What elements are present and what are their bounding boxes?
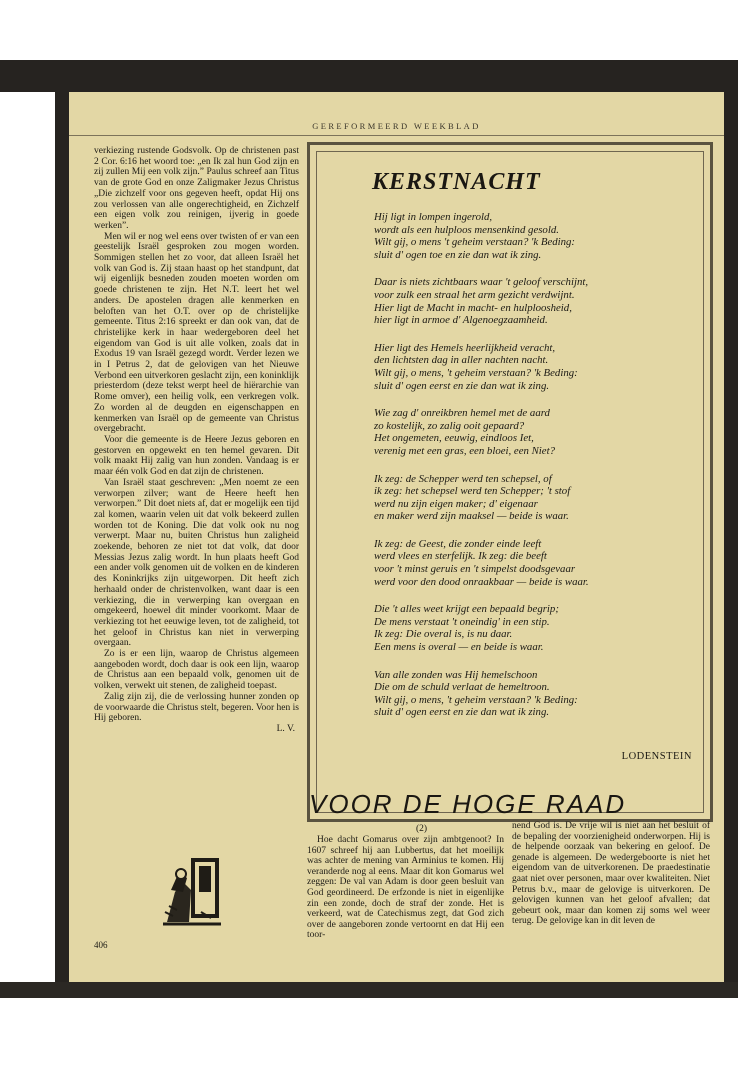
poem-stanza [374,342,694,392]
poem-stanza [374,538,694,588]
poem-line: Hij ligt in lompen ingerold, [374,211,493,223]
poem-line: Wilt gij, o mens 't geheim verstaan? 'k Beding: [374,236,576,249]
left-column [94,146,299,735]
poem-line: verenig met een gras, een bloei, een Niet? [374,444,555,457]
poem-line: Daar is niets zichtbaars waar 't geloof verschijnt, [374,276,589,289]
poem-frame [307,142,713,822]
scan-border-left [55,60,69,982]
poem-line: Ik zeg: de Geest, die zonder einde leeft [374,537,542,550]
poem-line: voor zulk een straal het arm gezicht verdwijnt. [374,288,575,301]
header-rule [69,135,724,136]
poem-line: werd nu zijn eigen maker; d' eigenaar [374,497,538,510]
poem-line: Een mens is overal — en beide is waar. [374,641,544,654]
article-paragraph: nend God is. De vrije wil is niet aan het besluit of de bepaling der voorzienigheid onderworpen. Hij is de helpende oorzaak van bekering en geloof. De genade is algemeen. De wedergeboorte is niet het eigendom van de uitverkorenen. De praedestinatie gaat niet over personen, maar over kwaliteiten. Niet Petrus b.v., maar de gelovige is uitverkoren. De gelovigen kunnen van het geloof afvallen; dat gebeurt ook, maar dan komen zij soms wel weer terug. De gelovige kan in dit leven de [512,821,710,927]
poem-line: ik zeg: het schepsel werd ten Schepper; 't stof [374,485,571,498]
newspaper-page [69,92,724,982]
article-title: VOOR DE HOGE RAAD [309,789,627,819]
poem-line: voor 't minst geruis en 't simpelst doodsgevaar [374,563,576,576]
poem-line: Wilt gij, o mens, 't geheim verstaan? 'k Beding: [374,366,578,379]
poem-author: LODENSTEIN [621,751,692,762]
left-paragraph: verkiezing rustende Godsvolk. Op de christenen past 2 Cor. 6:16 het woord toe: „en Ik zal hun God zijn en zij zullen Mij een volk zijn.” Paulus schreef aan Titus van de grote God en onze Zaligmaker Jezus Christus „Die zichzelf voor ons gegeven heeft, opdat Hij ons zou verlossen van alle ongerechtigheid, en Zichzelf een eigen volk zou reinigen, ijverig in goede werken”. [94,146,299,231]
scan-border-bottom [0,982,738,998]
article-column-1 [307,835,504,941]
left-paragraph: Van Israël staat geschreven: „Men noemt ze een verworpen zilver; want de Heere heeft hen verworpen.” Dit doet niets af, dat er mogelijk een tijd zal komen, waarin velen uit dat volk bekeerd zullen worden tot de Koning. Die dat volk ook nu nog verwerpt. Maar nu, buiten Christus hun zaligheid zoekende, behoren ze niet tot dat volk, dat door Messias Jezus zalig wordt. In hun plaats heeft God een ander volk genomen uit de volken en de kinderen des Koninkrijks zijn uitgeworpen. Dit heeft zich herhaald onder de christenvolken, want daar is een verkiezing, die in verwerping kan overgaan en omgekeerd, hoewel dit minder voorkomt. Maar de verkiezing tot het eeuwige leven, tot de zaligheid, tot het geloof in Christus kan niet in verwerping overgaan. [94,477,299,649]
left-signature: L. V. [276,723,295,734]
article-column-2 [512,821,710,927]
poem-stanza [374,211,694,261]
poem-line: sluit d' ogen toe en zie dan wat ik zing. [374,248,542,261]
poem-stanza [374,473,694,523]
left-paragraph: Men wil er nog wel eens over twisten of er van een geestelijk Israël gesproken zou mogen worden. Sommigen stellen het zo voor, dat alleen Israël het volk van God is. Zij staan haast op het standpunt, dat wij eigenlijk besneden zouden moeten worden om goede christenen te zijn. Het N.T. leert het wel anders. De apostelen dragen alle kenmerken en beloften van het O.T. over op de christelijke gemeente. Titus 2:16 spreekt er dan ook van, dat de christelijke kerk in haar wedergeboren deel het eigendom van God is uit alle volken, zoals dat in Exodus 19 van Israël gezegd wordt. Verder lezen we in I Petrus 2, dat de gelovigen van het Nieuwe Verbond een uitverkoren geslacht zijn, een koninklijk priesterdom (deze tekst werpt heel de hiërarchie van Rome omver), een heilig volk, een verkregen volk. Zo worden al de deugden en eigenschappen en kenmerken van Israël op de gemeente van Christus overgebracht. [94,231,299,435]
article-paragraph: Hoe dacht Gomarus over zijn ambtgenoot? In 1607 schreef hij aan Lubbertus, dat het moeilijk was achter de mening van Arminius te komen. Hij veranderde nog al eens. Maar dit kon Gomarus wel zeggen: De val van Adam is door geen besluit van God geordineerd. De erfzonde is niet in eigenlijke zin een zonde, doch de straf der zonde. Het is verkeerd, wat de Catechismus zegt, dat God zich over de aangeboren zonde vertoornt en dat Hij een toor- [307,835,504,941]
scan-border-right [724,60,738,982]
left-paragraph: Zo is er een lijn, waarop de Christus algemeen aangeboden wordt, doch daar is ook een lijn, waarop de Christus aan een bepaald volk, genomen uit de volken, verwekt uit stenen, de zaligheid toepast. [94,649,299,692]
scan-border-top [0,60,738,92]
poem-line: Die 't alles weet krijgt een bepaald begrip; [374,603,559,616]
poem-line: sluit d' ogen eerst en zie dan wat ik zing. [374,706,550,719]
poem-title: KERSTNACHT [372,169,541,195]
poem-line: Ik zeg: Die overal is, is nu daar. [374,628,513,641]
poem-line: Ik zeg: de Schepper werd ten schepsel, of [374,472,552,485]
poem-line: Hier ligt de Macht in macht- en hulploosheid, [374,301,572,314]
poem-stanza [374,276,694,326]
poem-stanza [374,603,694,653]
poem-line: zo kostelijk, zo zalig ooit gepaard? [374,419,525,432]
poem-line: Wie zag d' onreikbren hemel met de aard [374,407,550,420]
poem-line: hier ligt in armoe d' Algenoegzaamheid. [374,314,548,327]
poem-line: wordt als een hulploos mensenkind gesold. [374,223,559,236]
poem-line: Van alle zonden was Hij hemelschoon [374,668,538,681]
poem-line: den lichtsten dag in aller nachten nacht. [374,354,549,367]
poem-line: werd voor den dood onraakbaar — beide is waar. [374,575,589,588]
poem-line: sluit d' ogen eerst en zie dan wat ik zing. [374,379,550,392]
page-header: GEREFORMEERD WEEKBLAD [312,121,481,131]
article-number: (2) [416,824,428,834]
poem-line: Die om de schuld verlaat de hemeltroon. [374,681,550,694]
poem-line: Hier ligt des Hemels heerlijkheid veracht, [374,341,556,354]
poem-stanza [374,669,694,719]
page-number: 406 [94,940,108,950]
poem-body [374,211,694,734]
left-paragraph: Zalig zijn zij, die de verlossing hunner zonden op de voorwaarde die Christus stelt, begeren. Voor hen is Hij geboren. [94,691,299,724]
poem-line: Het ongemeten, eeuwig, eindloos Iet, [374,432,534,445]
poem-line: Wilt gij, o mens, 't geheim verstaan? 'k Beding: [374,693,578,706]
poem-line: werd vlees en sterfelijk. Ik zeg: die beeft [374,550,547,563]
left-paragraph: Voor die gemeente is de Heere Jezus geboren en gestorven en opgewekt en ten hemel gevaren. Dit volk maakt Hij zalig van hun zonden. Vandaag is er maar één volk God en dat zijn de christenen. [94,434,299,478]
nativity-woodcut-illustration [161,852,223,928]
poem-line: De mens verstaat 't oneindig' in een stip. [374,615,550,628]
poem-stanza [374,407,694,457]
poem-line: en maker werd zijn maaksel — beide is waar. [374,510,569,523]
